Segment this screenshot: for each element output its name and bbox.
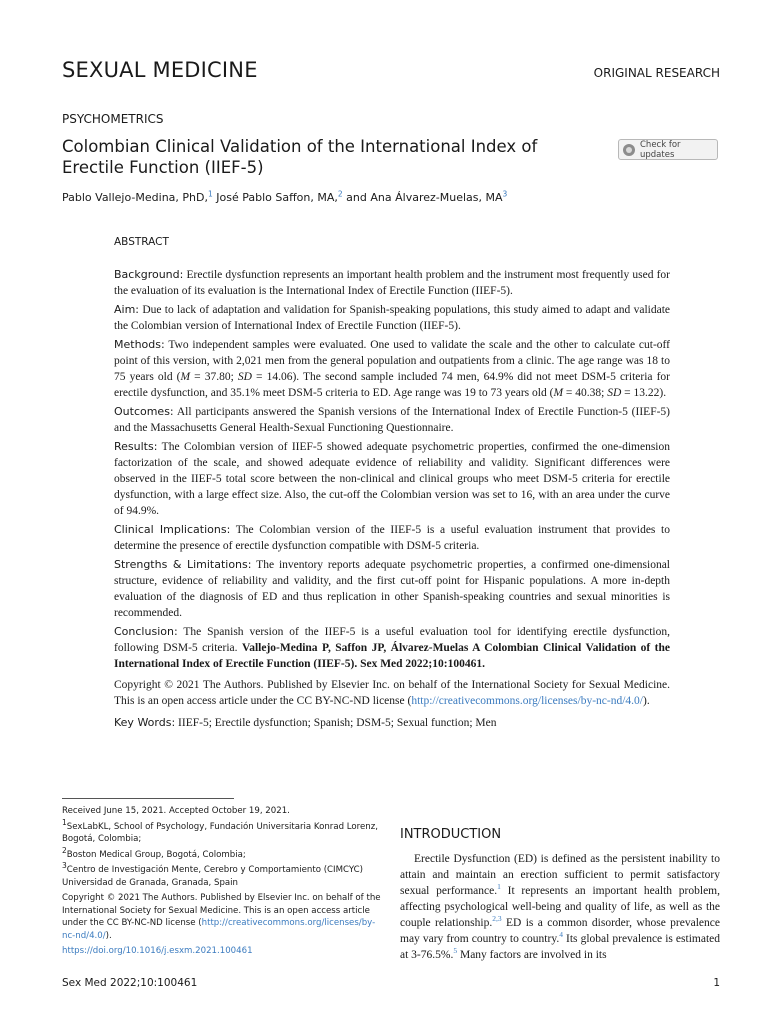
stat-symbol: SD (607, 387, 622, 399)
affiliation-marker: 2 (62, 845, 67, 855)
abstract-heading: ABSTRACT (114, 236, 169, 248)
copyright-text: Copyright © 2021 The Authors. Published by Elsevier Inc. on behalf of the International Society for Sexual Medicine. This is an open access article under the CC BY-NC-ND license ( (114, 679, 670, 707)
reference-link[interactable]: 2,3 (492, 914, 502, 924)
abstract-keywords (114, 715, 670, 731)
abstract-conclusion (114, 624, 670, 672)
page-number: 1 (713, 977, 720, 989)
intro-text: Erectile Dysfunction (ED) is defined as the persistent inability to attain and maintain an erection sufficient to permit satisfactory sexual performance. (400, 853, 720, 897)
aim-text: Due to lack of adaptation and validation for Spanish-speaking populations, this study aimed to adapt and validate the Colombian version of International Index of Erectile Function (IIEF-5). (114, 304, 670, 332)
abstract-outcomes (114, 404, 670, 436)
introduction-heading: INTRODUCTION (400, 827, 502, 842)
author-affiliation-link[interactable]: 1 (207, 189, 213, 199)
abstract-aim (114, 302, 670, 334)
license-link[interactable]: http://creativecommons.org/licenses/by-nc-nd/4.0/ (62, 918, 376, 941)
footer-citation: Sex Med 2022;10:100461 (62, 977, 198, 989)
methods-text: = 14.06). The second sample included 74 men, 64.9% did not meet DSM-5 criteria for erectile dysfunction, and 35.1% meet DSM-5 criteria to ED. Age range was 19 to 73 years old ( (114, 371, 670, 399)
affiliation-text: Boston Medical Group, Bogotá, Colombia; (66, 849, 246, 860)
author-name: José Pablo Saffon, MA, (216, 191, 338, 204)
abstract-clinical-implications (114, 522, 670, 554)
footnote-divider (62, 798, 234, 799)
abstract-strengths-limitations (114, 557, 670, 621)
abstract-methods (114, 337, 670, 401)
affiliation-marker: 1 (62, 817, 67, 827)
update-badge-icon (623, 144, 635, 156)
conclusion-label: Conclusion: (114, 625, 178, 638)
license-link[interactable]: http://creativecommons.org/licenses/by-nc-nd/4.0/ (411, 695, 643, 707)
article-title: Colombian Clinical Validation of the International Index of Erectile Function (IIEF-5) (62, 137, 538, 177)
doi-link[interactable]: https://doi.org/10.1016/j.esxm.2021.100461 (62, 946, 253, 956)
author-separator: and (342, 191, 371, 204)
clinical-implications-label: Clinical Implications: (114, 523, 231, 536)
affiliation-marker: 3 (62, 861, 67, 871)
reference-link[interactable]: 1 (497, 882, 501, 892)
background-label: Background: (114, 268, 184, 281)
intro-text: ED is a common disorder, whose prevalence may vary from country to country. (400, 917, 720, 945)
intro-text: It represents an important health problem, affecting psychological well-being and quality of life, as well as the couple relationship. (400, 885, 720, 929)
received-date: Received June 15, 2021. Accepted October 19, 2021. (62, 806, 290, 816)
check-for-updates-label: Check for updates (640, 139, 681, 160)
affiliation-1 (62, 817, 382, 846)
author-affiliation-link[interactable]: 2 (337, 189, 343, 199)
keywords-label: Key Words: (114, 716, 176, 729)
abstract-copyright (114, 677, 670, 709)
methods-text: = 13.22). (621, 387, 667, 399)
affiliation-text: SexLabKL, School of Psychology, Fundación Universitaria Konrad Lorenz, Bogotá, Colombia; (62, 821, 379, 844)
strengths-limitations-label: Strengths & Limitations: (114, 558, 252, 571)
outcomes-label: Outcomes: (114, 405, 174, 418)
results-text: The Colombian version of IIEF-5 showed adequate psychometric properties, confirmed the one-dimension factorization of the scale, and showed adequate evidence of reliability and validity. Significant differences were observed in the IIEF-5 total score between the non-clinical and clinical groups who meet DSM-5 criteria for erectile dysfunction, with a large effect size. Also, the cut-off the Colombian version was set to 16, with an area under the curve of 94.9%. (114, 441, 671, 517)
abstract-background (114, 267, 670, 299)
author-list (62, 191, 507, 204)
author-name: Pablo Vallejo-Medina, PhD, (62, 191, 208, 204)
outcomes-text: All participants answered the Spanish versions of the International Index of Erectile Function-5 (IIEF-5) and the Massachusetts General Health-Sexual Functioning Questionnaire. (114, 406, 671, 434)
author-affiliation-link[interactable]: 3 (502, 189, 508, 199)
citation-text: Vallejo-Medina P, Saffon JP, Álvarez-Muelas A Colombian Clinical Validation of the International Index of Erectile Function (IIEF-5). Sex Med 2022;10:100461. (114, 642, 670, 670)
aim-label: Aim: (114, 303, 140, 316)
intro-text: Its global prevalence is estimated at 3-76.5%. (400, 933, 721, 961)
stat-symbol: M (180, 371, 191, 383)
background-text: Erectile dysfunction represents an important health problem and the instrument most frequently used for the evaluation of its evaluation is the International Index of Erectile Function (IIEF-5). (114, 269, 671, 297)
abstract-body (114, 267, 670, 734)
strengths-limitations-text: The inventory reports adequate psychometric properties, a confirmed one-dimensional structure, evidence of reliability and validity, and the first cut-off point for Hispanic populations. A more in-depth evaluation of the diagnosis of ED and thus replication in other Spanish-speaking countries and sexual minorities is recommended. (114, 559, 670, 619)
check-for-updates-button[interactable] (618, 139, 718, 160)
footnotes (62, 805, 382, 961)
clinical-implications-text: The Colombian version of the IIEF-5 is a useful evaluation instrument that provides to determine the presence of erectile dysfunction compatible with DSM-5 criteria. (114, 524, 670, 552)
methods-text: = 37.80; (190, 371, 238, 383)
methods-text: Two independent samples were evaluated. One used to validate the scale and the other to calculate cut-off point of this version, with 2,021 men from the general population and outpatients from a clinic. The age range was 18 to 75 years old ( (114, 339, 670, 383)
intro-text: Many factors are involved in its (457, 949, 607, 961)
reference-link[interactable]: 5 (453, 946, 458, 956)
author-name: Ana Álvarez-Muelas, MA (370, 191, 503, 204)
journal-name: SEXUAL MEDICINE (62, 58, 258, 82)
stat-symbol: M (553, 387, 564, 399)
footnote-copyright (62, 892, 382, 942)
results-label: Results: (114, 440, 158, 453)
reference-link[interactable]: 4 (559, 930, 563, 940)
methods-text: = 40.38; (563, 387, 608, 399)
introduction-text (400, 851, 720, 963)
stat-symbol: SD (237, 371, 252, 383)
abstract-results (114, 439, 670, 519)
copyright-text: Copyright © 2021 The Authors. Published by Elsevier Inc. on behalf of the International Society for Sexual Medicine. This is an open access article under the CC BY-NC-ND license ( (62, 893, 381, 928)
keywords-text: IIEF-5; Erectile dysfunction; Spanish; DSM-5; Sexual function; Men (178, 717, 497, 729)
copyright-text: ). (642, 695, 650, 707)
affiliation-2 (62, 845, 382, 862)
affiliation-text: Centro de Investigación Mente, Cerebro y Comportamiento (CIMCYC) Universidad de Granada, Granada, Spain (62, 865, 363, 888)
conclusion-text: The Spanish version of the IIEF-5 is a useful evaluation tool for identifying erectile dysfunction, following DSM-5 criteria. (114, 626, 670, 654)
methods-label: Methods: (114, 338, 165, 351)
affiliation-3 (62, 861, 382, 889)
section-label: PSYCHOMETRICS (62, 112, 164, 126)
copyright-text: ). (105, 930, 112, 941)
article-type: ORIGINAL RESEARCH (593, 66, 720, 80)
